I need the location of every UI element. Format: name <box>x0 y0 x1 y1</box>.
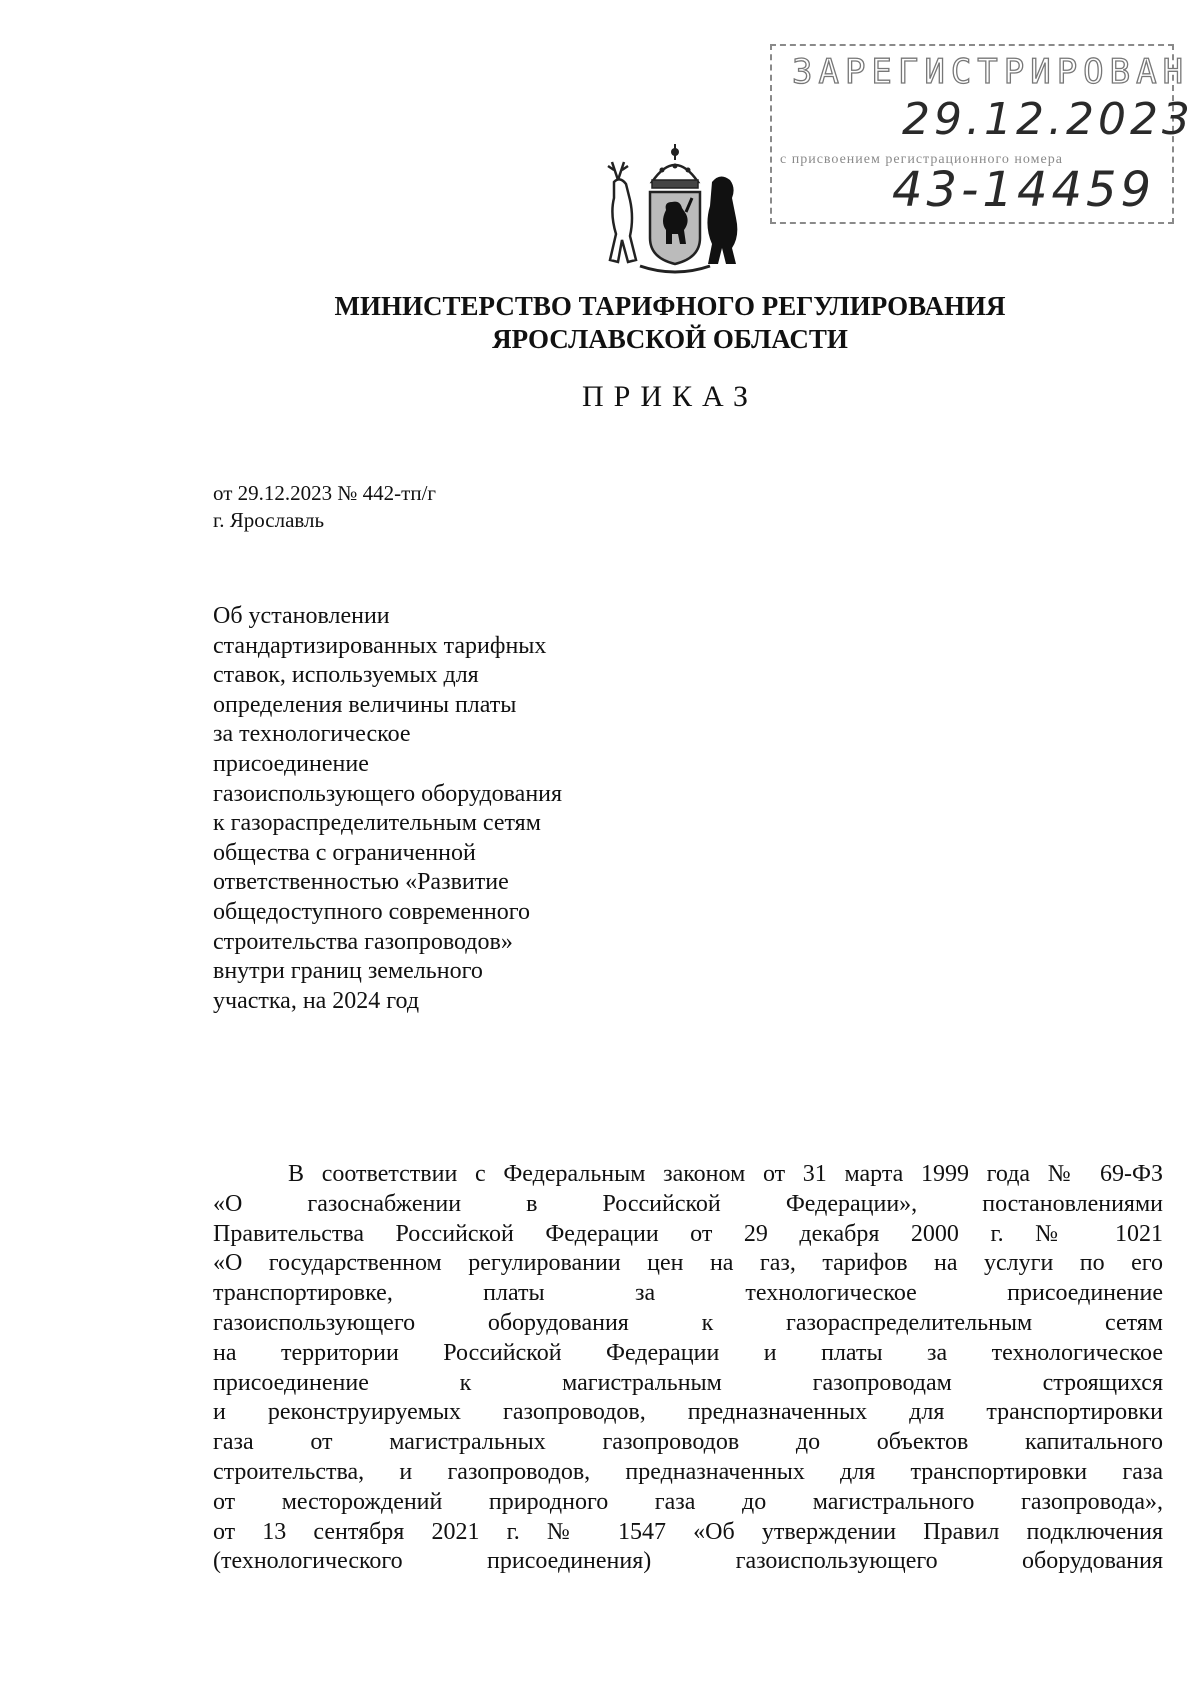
subject-line: ответственностью «Развитие <box>213 869 509 896</box>
subject-line: ставок, используемых для <box>213 662 479 689</box>
subject-line: внутри границ земельного <box>213 958 483 985</box>
stamp-caption: с присвоением регистрационного номера <box>780 152 1063 167</box>
subject-line: присоединение <box>213 750 369 777</box>
body-line: В соответствии с Федеральным законом от 31 марта 1999 года № 69-ФЗ <box>288 1161 1163 1187</box>
subject-line: определения величины платы <box>213 691 517 718</box>
subject-line: общедоступного современного <box>213 898 531 925</box>
ministry-line-1: МИНИСТЕРСТВО ТАРИФНОГО РЕГУЛИРОВАНИЯ <box>334 291 1006 321</box>
body-line: газоиспользующего оборудования к газораспределительным сетям <box>213 1309 1163 1336</box>
body-line: «О газоснабжении в Российской Федерации», постановлениями <box>213 1190 1163 1217</box>
body-line: строительства, и газопроводов, предназначенных для транспортировки газа <box>213 1458 1163 1485</box>
yaroslavl-coat-of-arms-icon <box>600 140 750 280</box>
body-line: на территории Российской Федерации и платы за технологическое <box>213 1339 1163 1366</box>
body-line: транспортировке, платы за технологическое присоединение <box>213 1280 1163 1307</box>
subject-line: участка, на 2024 год <box>213 987 420 1014</box>
ministry-line-2: ЯРОСЛАВСКОЙ ОБЛАСТИ <box>492 324 848 354</box>
subject-line: общества с ограниченной <box>213 839 476 866</box>
order-subject <box>213 602 673 1016</box>
order-city: г. Ярославль <box>213 508 325 532</box>
body-line: (технологического присоединения) газоиспользующего оборудования <box>213 1548 1163 1575</box>
body-line: от 13 сентября 2021 г. № 1547 «Об утверждении Правил подключения <box>213 1518 1163 1545</box>
order-title: ПРИКАЗ <box>582 380 758 413</box>
order-meta <box>213 480 436 534</box>
body-line: газа от магистральных газопроводов до объектов капитального <box>213 1429 1163 1456</box>
body-line: присоединение к магистральным газопроводам строящихся <box>213 1369 1163 1396</box>
subject-line: стандартизированных тарифных <box>213 632 547 659</box>
body-line: от месторождений природного газа до магистрального газопровода», <box>213 1488 1163 1515</box>
subject-line: за технологическое <box>213 721 411 748</box>
order-date-number: от 29.12.2023 № 442-тп/г <box>213 481 437 505</box>
stamp-title: ЗАРЕГИСТРИРОВАН <box>792 52 1190 92</box>
body-line: Правительства Российской Федерации от 29 декабря 2000 г. № 1021 <box>213 1220 1163 1247</box>
subject-line: строительства газопроводов» <box>213 928 513 955</box>
stamp-number: 43-14459 <box>892 162 1156 218</box>
body-line: «О государственном регулировании цен на газ, тарифов на услуги по его <box>213 1250 1163 1277</box>
stamp-date: 29.12.2023 <box>902 94 1194 145</box>
subject-line: газоиспользующего оборудования <box>213 780 563 807</box>
order-body <box>213 1160 1163 1577</box>
ministry-name <box>200 290 1140 356</box>
body-line: и реконструируемых газопроводов, предназначенных для транспортировки <box>213 1399 1163 1426</box>
registration-stamp <box>770 44 1194 224</box>
subject-line: Об установлении <box>213 603 390 629</box>
subject-line: к газораспределительным сетям <box>213 810 541 837</box>
